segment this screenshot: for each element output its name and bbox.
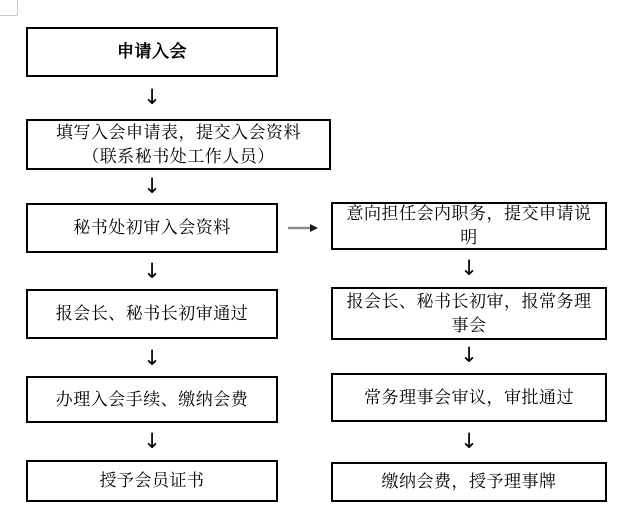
flow-box-fee-plaque [331, 462, 607, 502]
down-arrow: ↓ [143, 85, 161, 109]
flow-box-member-certificate-text: 授予会员证书 [99, 471, 205, 490]
flow-box-secretariat-review-text: 秘书处初审入会资料 [73, 218, 231, 237]
flow-box-position-intent-line1: 意向担任会内职务，提交申请说 [346, 204, 592, 223]
flow-box-member-certificate [26, 460, 278, 502]
right-arrow [287, 222, 319, 234]
flow-box-position-intent-line2: 明 [460, 228, 478, 247]
flow-box-fill-form-line1: 填写入会申请表，提交入会资料 [56, 122, 301, 142]
flow-box-position-intent [331, 202, 607, 250]
page-corner-mark [0, 0, 20, 18]
flow-box-fill-form [26, 119, 331, 170]
flow-box-council-review [331, 373, 607, 422]
page-corner-lines [0, 0, 18, 16]
flow-box-report-council-line1: 报会长、秘书长初审，报常务理 [346, 291, 592, 311]
flow-box-president-initial [26, 289, 278, 339]
down-arrow: ↓ [460, 429, 478, 453]
down-arrow: ↓ [143, 346, 161, 370]
flow-box-report-council-line2: 事会 [451, 315, 487, 335]
flow-box-apply-text: 申请入会 [117, 42, 187, 61]
flow-box-president-initial-text: 报会长、秘书长初审通过 [55, 304, 249, 323]
down-arrow: ↓ [460, 256, 478, 280]
down-arrow: ↓ [460, 343, 478, 367]
right-arrow-head [310, 224, 318, 232]
flow-box-fee-plaque-text: 缴纳会费，授予理事牌 [381, 472, 557, 491]
down-arrow: ↓ [143, 174, 161, 198]
down-arrow: ↓ [143, 259, 161, 283]
flow-box-fill-form-line2: （联系秘书处工作人员） [82, 146, 275, 166]
flow-box-council-review-text: 常务理事会审议，审批通过 [364, 387, 574, 407]
flow-box-procedures-fee [26, 376, 278, 423]
flow-box-report-council [331, 287, 607, 340]
flow-box-secretariat-review [26, 203, 278, 253]
down-arrow: ↓ [143, 429, 161, 453]
flow-box-apply [26, 27, 278, 77]
flow-box-procedures-fee-text: 办理入会手续、缴纳会费 [55, 389, 249, 409]
